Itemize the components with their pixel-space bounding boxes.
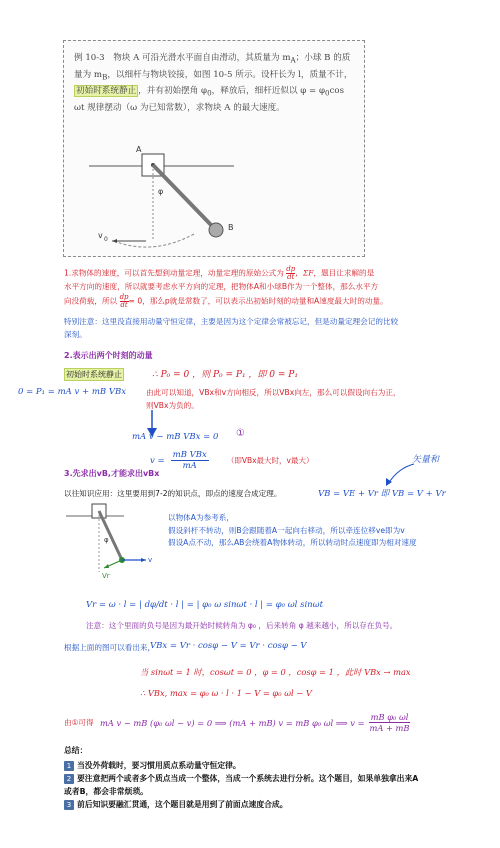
section3-eq-vb: VB = VE + Vr 即 VB = V + Vr: [318, 489, 446, 499]
fig-label-a: A: [136, 146, 142, 154]
section2-eq-init: ∴ P₀ = 0 ，则 P₀ = P₁ ，即 0 = P₁: [152, 370, 298, 380]
para1-line2: 水平方向的速度，所以就要考虑水平方向的定理，把物体A和小球B作为一个整体，那么水平方: [64, 282, 379, 291]
rod: [99, 511, 122, 560]
text: mA v − mB (φ₀ ωl − v) = 0 ⟹ (mA + mB) v = mB φ₀ ωl ⟹ v =: [100, 717, 365, 728]
summary-item: [64, 772, 474, 785]
section2-highlight: 初始时系统静止: [66, 370, 122, 379]
frac1: [286, 266, 295, 281]
velocity-figure: [64, 502, 152, 580]
fig-v: v: [148, 556, 152, 564]
problem-text: [74, 51, 356, 116]
vr-arrowhead: [104, 564, 109, 568]
derivation-eq-vbx: VBx = Vr · cosφ − V = Vr · cosφ − V: [150, 641, 307, 651]
frac-bot: mA + mB: [369, 723, 410, 733]
para1-line1: [64, 266, 464, 281]
derivation-final: [100, 712, 410, 733]
fig-label-v0: v: [98, 231, 103, 240]
v-arrowhead: [141, 558, 146, 562]
summary-num: 2: [64, 774, 74, 784]
summary-num: 3: [64, 800, 74, 810]
derivation-eq-max: ∴ VBx, max = φ₀ ω · l · 1 − V = φ₀ ωl − V: [140, 688, 312, 698]
problem-box: [63, 40, 365, 257]
problem-text-part: ，以细杆与物块铰接，如图 10-5 所示。设杆长为 l，质量不计，: [107, 69, 353, 80]
sub: A: [290, 55, 296, 65]
problem-text-part: ，释放后，细杆近似以 φ = φ: [211, 86, 326, 97]
curved-arrow: [380, 462, 420, 488]
text: = 0，那么p就是常数了，可以表示出初始时刻的动量和A速度最大时的动量。: [128, 296, 388, 305]
section2-title: 2.表示出两个时刻的动量: [64, 351, 153, 360]
frac-bot: dt: [120, 300, 128, 309]
sub: B: [102, 72, 108, 82]
text: v =: [150, 455, 165, 466]
summary-text: 或者B，都会非常烦琐。: [64, 787, 148, 796]
problem-text-part: ，并有初始摆角 φ: [138, 86, 208, 97]
summary-item: [64, 759, 474, 772]
ref-line2: 假设斜杆不转动，则B会跟随着A一起向右移动，所以牵连位移ve即为v: [168, 525, 405, 535]
frac3: [171, 450, 209, 471]
derivation-eq-cond: 当 sinωt = 1 时，cosωt = 0 ，φ = 0 ，cosφ = 1 ，此时 VBx → max: [140, 667, 411, 677]
ref-line1: 以物体A为参考系，: [168, 513, 234, 522]
section2-note-line1: 由此可以知道，VBx和v方向相反，所以VBx向左，那么可以假设向右为正，: [146, 388, 401, 397]
fig-label-b: B: [228, 223, 234, 232]
summary: [64, 744, 474, 811]
problem-text-part: cos ωt 规律摆动（ω 为已知常数），求物块 A 的最大速度。: [74, 86, 344, 114]
frac-bot: mA: [182, 461, 197, 471]
text: 1.求物体的速度，可以首先想到动量定理，动量定理的原始公式为: [64, 268, 284, 278]
para1-line3: [64, 294, 464, 309]
special-note-line1: 特别注意：这里没直接用动量守恒定律，主要是因为这个定律会常被忘记，但是动量定理会记的比较: [64, 317, 399, 326]
rod: [153, 165, 214, 228]
summary-num: 1: [64, 761, 74, 771]
arrowhead: [112, 239, 117, 243]
derivation-note: 注意：这个里面的负号是因为最开始时候转角为 φ₀ ，后来转角 φ 越来越小，所以存在负号。: [86, 621, 398, 630]
para1: [64, 266, 464, 309]
summary-text: 当没外荷载时，要习惯用质点系动量守恒定律。: [77, 761, 241, 770]
fig-label-phi: φ: [158, 187, 164, 196]
text: 向没荷载，所以: [64, 296, 118, 305]
problem-text-part: 例 10-3 物块 A 可沿光滑水平面自由滑动，其质量为 m: [74, 53, 291, 63]
problem-highlight: 初始时系统静止: [76, 86, 137, 97]
section2-note: [146, 387, 486, 412]
ref-line3: 假设A点不动，那么AB会绕着A物体转动，所以转动时点速度即为相对速度: [168, 538, 417, 547]
derivation-from1: 由①可得: [64, 718, 94, 727]
summary-title: 总结：: [64, 746, 88, 755]
summary-item: [64, 798, 474, 811]
text: ，题目让求解的是: [313, 268, 375, 278]
frac-bot: dt: [287, 273, 295, 281]
summary-item: [64, 785, 474, 798]
special-note: [64, 316, 464, 341]
section2-eq-momentum: 0 = P₁ = mA v + mB VBx: [18, 387, 127, 397]
sub: 0: [325, 89, 330, 99]
frac2: [120, 294, 129, 309]
section2-eq3: [150, 450, 313, 471]
section2-eq3-note: （即VBx最大时，v最大）: [226, 456, 314, 465]
special-note-line2: 深刻。: [64, 329, 87, 339]
derivation-from-fig: 根据上面的图可以看出来，: [64, 643, 156, 652]
frac-top: mB φ₀ ωl: [370, 712, 409, 722]
vector-label: 矢量和: [412, 455, 440, 465]
section2-eq2: mA v − mB VBx = 0: [132, 432, 219, 442]
fig-phi: φ: [104, 536, 109, 544]
problem-text-part: ；小球 B 的质量为 m: [74, 53, 351, 80]
sub: 0: [207, 89, 212, 99]
curve: [388, 464, 414, 484]
section3-title: 3.先求出vB,才能求出vBx: [64, 469, 160, 478]
text: ，ΣF: [295, 268, 314, 278]
summary-text: 前后知识要融汇贯通，这个题目就是用到了前面点速度合成。: [77, 800, 288, 809]
frac-top: mB VBx: [172, 450, 207, 460]
fig-label-v0-sub: 0: [104, 236, 108, 243]
ball-b: [209, 223, 223, 237]
derivation-eq-vr: Vr = ω · l = | dφ/dt · l | = | φ₀ ω sinωt · l | = φ₀ ωl sinωt: [86, 600, 323, 610]
section3-knowledge: 以往知识应用：这里要用到7-2的知识点，即点的速度合成定理。: [64, 489, 282, 498]
frac-top: dp: [286, 265, 296, 273]
section3-ref: [168, 512, 468, 550]
section2-note-line2: 则VBx为负的。: [146, 400, 199, 410]
circle-number: ①: [236, 428, 245, 439]
final-frac: [369, 712, 411, 733]
pendulum-figure: [84, 146, 294, 251]
summary-text: 要注意把两个或者多个质点当成一个整体，当成一个系统去进行分析。这个题目，如果单独拿出来A: [77, 774, 419, 783]
fig-vr: Vr: [102, 572, 110, 580]
frac-top: dp: [119, 292, 129, 301]
